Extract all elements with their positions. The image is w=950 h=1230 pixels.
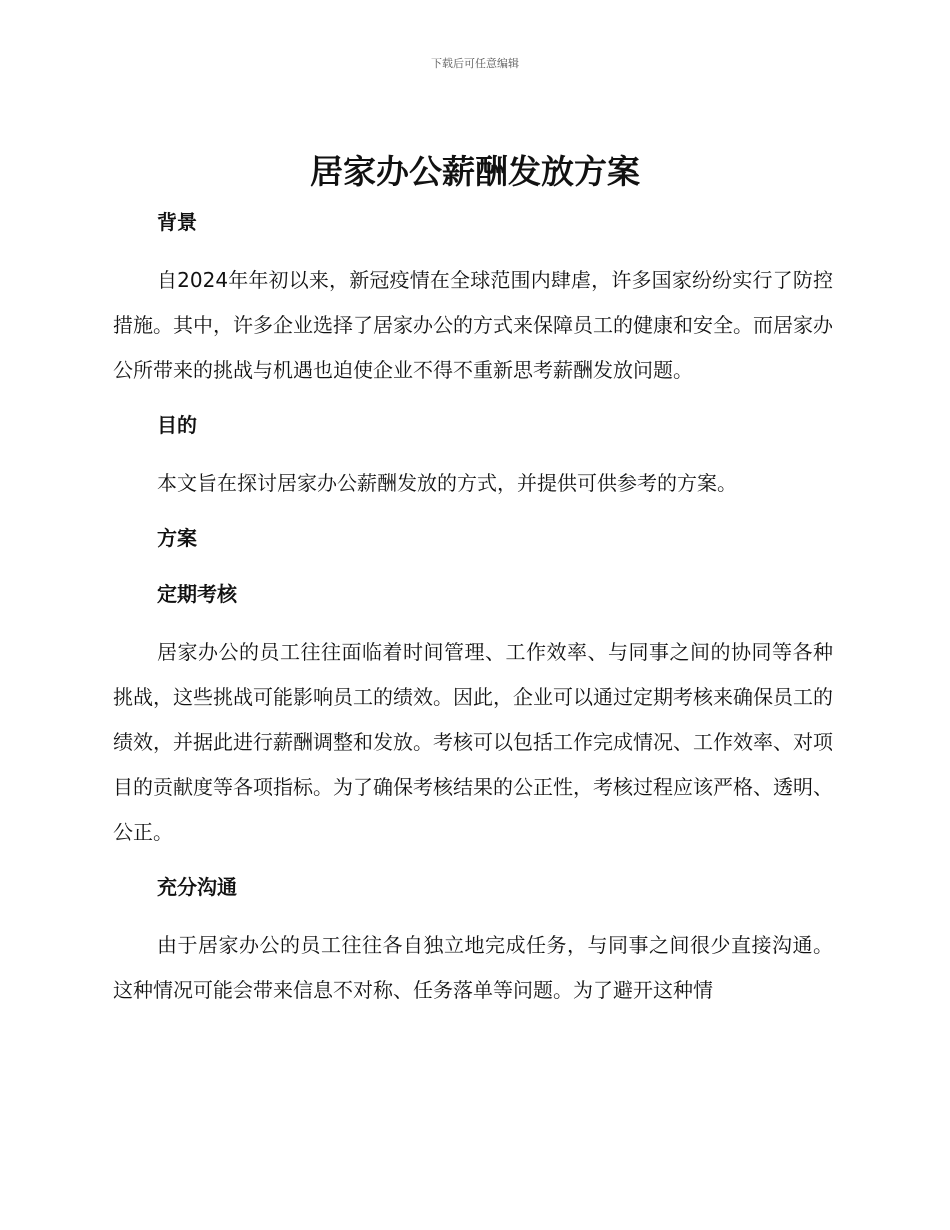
section-heading-purpose: 目的 — [157, 413, 197, 437]
paragraph-communication: 由于居家办公的员工往往各自独立地完成任务，与同事之间很少直接沟通。这种情况可能会带来信息不对称、任务落单等问题。为了避开这种情 — [113, 933, 833, 1002]
section-heading-plan: 方案 — [157, 526, 197, 550]
subsection-heading-communication: 充分沟通 — [157, 875, 237, 899]
paragraph-purpose: 本文旨在探讨居家办公薪酬发放的方式，并提供可供参考的方案。 — [157, 471, 737, 495]
section-heading-background: 背景 — [157, 210, 197, 234]
document-title: 居家办公薪酬发放方案 — [310, 152, 640, 191]
paragraph-review: 居家办公的员工往往面临着时间管理、工作效率、与同事之间的协同等各种挑战，这些挑战可能影响员工的绩效。因此，企业可以通过定期考核来确保员工的绩效，并据此进行薪酬调整和发放。考核可以包括工作完成情况、工作效率、对项目的贡献度等各项指标。为了确保考核结果的公正性，考核过程应该严格、透明、公正。 — [113, 640, 833, 844]
document-body — [113, 202, 833, 1013]
header-note: 下载后可任意编辑 — [431, 57, 519, 70]
paragraph-background: 自2024年年初以来，新冠疫情在全球范围内肆虐，许多国家纷纷实行了防控措施。其中，许多企业选择了居家办公的方式来保障员工的健康和安全。而居家办公所带来的挑战与机遇也迫使企业不得不重新思考薪酬发放问题。 — [113, 268, 833, 382]
subsection-heading-review: 定期考核 — [157, 582, 237, 606]
